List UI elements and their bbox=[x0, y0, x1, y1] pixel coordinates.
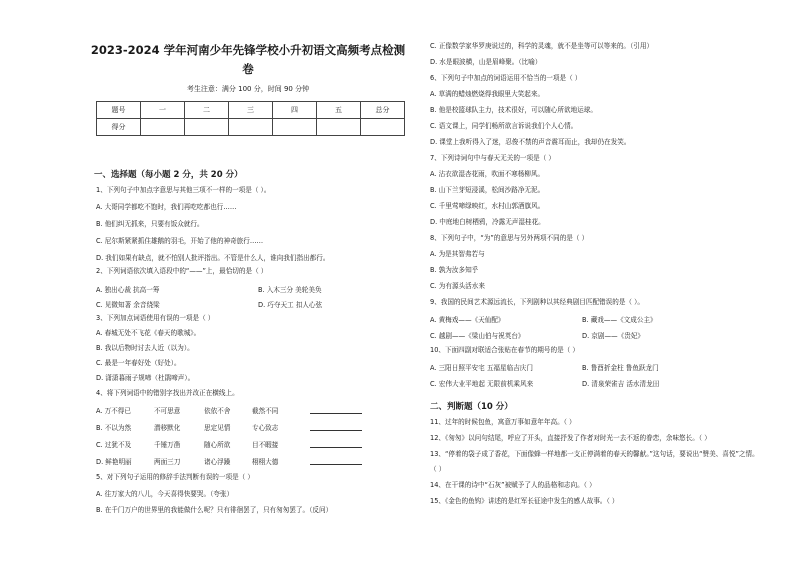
question-line: B. 他是校篮球队主力，技术很好，可以随心所欲地运球。 bbox=[430, 106, 597, 114]
answer-blank[interactable] bbox=[310, 405, 362, 414]
option-q2-a: A. 独出心裁 抗高一筹 bbox=[96, 286, 160, 294]
q4-word: C. 过犹不及 bbox=[96, 441, 132, 449]
question-line: 7、下列诗词句中与春天无关的一项是（ ） bbox=[430, 154, 555, 162]
score-table-header-row bbox=[97, 102, 405, 119]
score-cell: 三 bbox=[229, 102, 273, 119]
question-line: C. 最是一年春好处（好处）。 bbox=[96, 359, 181, 367]
q4-word: 潜移默化 bbox=[154, 424, 181, 432]
q4-word: 两面三刀 bbox=[154, 458, 181, 466]
score-table bbox=[96, 101, 405, 136]
q4-word: 专心致志 bbox=[252, 424, 279, 432]
answer-blank[interactable] bbox=[310, 456, 362, 465]
option-q10-a: A. 三阳日照平安宅 五福星临吉庆门 bbox=[430, 364, 533, 372]
score-table-score-row bbox=[97, 119, 405, 136]
question-line: 15、《金色的鱼钩》讲述的是红军长征途中发生的感人故事。（ ） bbox=[430, 497, 619, 505]
question-line: 13、“停着的袋子成了香花，下面像蜂一样地都一支正停满着的春天的馨献。”这句话，要说出“赞美、喜悦”之情。 bbox=[430, 450, 759, 458]
answer-blank[interactable] bbox=[310, 422, 362, 431]
option-q9-d: D. 京剧——《贵妃》 bbox=[582, 332, 645, 340]
score-input-cell bbox=[317, 119, 361, 136]
question-line: B. 他们纠无抓来，只要有饭众就行。 bbox=[96, 220, 204, 228]
score-input-cell bbox=[185, 119, 229, 136]
score-input-cell bbox=[273, 119, 317, 136]
question-line: C. 语文课上，同学们畅所欲言诉说我们个人心情。 bbox=[430, 122, 578, 130]
option-q2-c: C. 见微知著 余音绕梁 bbox=[96, 301, 160, 309]
question-line: D. 我们如果有缺点，就不怕别人批评指出。不管是什么人，谁向我们指出都行。 bbox=[96, 254, 330, 262]
question-line: 8、下列句子中，“为”的意思与另外两项不同的是（ ） bbox=[430, 234, 589, 242]
question-line: A. 往万家大的八儿，今天喜得快要哭。（夸张） bbox=[96, 490, 234, 498]
q4-word: D. 鲜艳明丽 bbox=[96, 458, 132, 466]
question-line: D. 水是眼波横，山是眉峰聚。（比喻） bbox=[430, 58, 542, 66]
question-line: 14、在干课的诗中“石灰”被赋予了人的品格和志向。（ ） bbox=[430, 481, 596, 489]
score-cell: 总分 bbox=[361, 102, 405, 119]
exam-title-line1: 2023-2024 学年河南少年先锋学校小升初语文高频考点检测 bbox=[90, 43, 406, 57]
q4-word: 诸心浮躁 bbox=[204, 458, 231, 466]
q4-word: 不可思意 bbox=[154, 407, 181, 415]
score-cell: 得分 bbox=[97, 119, 141, 136]
option-q10-d: D. 清泉荣雀吉 活水清龙田 bbox=[582, 380, 660, 388]
score-cell: 题号 bbox=[97, 102, 141, 119]
option-q9-c: C. 越剧——《梁山伯与祝英台》 bbox=[430, 332, 525, 340]
score-cell: 五 bbox=[317, 102, 361, 119]
section-choice-heading: 一、选择题（每小题 2 分，共 20 分） bbox=[94, 170, 243, 180]
question-line: D. 中庭地白树栖鸦，冷露无声湿桂花。 bbox=[430, 218, 545, 226]
score-cell: 四 bbox=[273, 102, 317, 119]
option-q2-b: B. 入木三分 美轮美奂 bbox=[258, 286, 322, 294]
question-line: 3、下列加点词语使用有误的一项是（ ） bbox=[96, 314, 215, 322]
question-line: A. 草满的蜡烛燃烧得我眼里大笑起来。 bbox=[430, 90, 545, 98]
question-line: A. 为是其智弗若与 bbox=[430, 250, 485, 258]
q4-word: 目不暇接 bbox=[252, 441, 279, 449]
question-line: 10、下面四副对联适合张贴在春节的期号的是（ ） bbox=[430, 346, 579, 354]
exam-note: 考生注意：满分 100 分，时间 90 分钟 bbox=[186, 85, 310, 93]
question-line: 1、下列句子中加点字意思与其他三项不一样的一项是（ ）。 bbox=[96, 186, 271, 194]
question-line: 4、将下列词语中的错别字找出并改正在横线上。 bbox=[96, 389, 239, 397]
option-q10-b: B. 鲁酉折金柱 鲁鱼跃龙门 bbox=[582, 364, 659, 372]
q4-word: 随心所欲 bbox=[204, 441, 231, 449]
answer-blank[interactable] bbox=[310, 439, 362, 448]
question-line: 11、过年的时候包鱼，寓意万事如意年年高。（ ） bbox=[430, 418, 576, 426]
question-line: D. 课堂上我听得入了迷，忍俊不禁的声音震耳而止，我却仍在发笑。 bbox=[430, 138, 631, 146]
q4-word: 千锤万凿 bbox=[154, 441, 181, 449]
question-line: C. 为有源头活水来 bbox=[430, 282, 485, 290]
question-line: B. 在千门万户的世界里的我能做什么呢？只有徘徊罢了，只有匆匆罢了。（反问） bbox=[96, 506, 333, 514]
exam-title-line2: 卷 bbox=[242, 62, 254, 76]
section-judge-heading: 二、判断题（10 分） bbox=[430, 402, 513, 412]
score-cell: 一 bbox=[141, 102, 185, 119]
score-input-cell bbox=[229, 119, 273, 136]
question-line: B. 孰为汝多知乎 bbox=[430, 266, 479, 274]
question-line: （ ） bbox=[430, 465, 446, 473]
question-line: D. 潇潇暮雨子规啼（杜鹃啼声）。 bbox=[96, 374, 195, 382]
score-cell: 二 bbox=[185, 102, 229, 119]
question-line: A. 沾衣欲湿杏花雨，吹面不寒杨柳风。 bbox=[430, 170, 545, 178]
question-line: C. 正像数学家华罗庚说过的，科学的灵魂，就不是坐等可以等来的。（引用） bbox=[430, 42, 654, 50]
q4-word: 截然不同 bbox=[252, 407, 279, 415]
q4-word: 依依不舍 bbox=[204, 407, 231, 415]
question-line: C. 千里莺啼绿映红，水村山郭酒旗风。 bbox=[430, 202, 545, 210]
q4-word: 思定见情 bbox=[204, 424, 231, 432]
question-line: A. 春城无处不飞花《春天的歌城》。 bbox=[96, 329, 201, 337]
q4-word: 栩栩大德 bbox=[252, 458, 279, 466]
question-line: 5、对下列句子运用的修辞手法判断有误的一项是（ ） bbox=[96, 473, 254, 481]
question-line: 9、我国的民间艺术源远流长，下列剧种以其经典剧目匹配错误的是（ ）。 bbox=[430, 298, 644, 306]
question-line: 2、下列词语依次填入语段中的“——”上，最恰切的是（ ） bbox=[96, 267, 268, 275]
q4-word: B. 不以为然 bbox=[96, 424, 132, 432]
q4-word: A. 万不得已 bbox=[96, 407, 131, 415]
option-q2-d: D. 巧夺天工 扣人心弦 bbox=[258, 301, 323, 309]
question-line: 12、《匆匆》以问句结尾，呼应了开头，直接抒发了作者对时光一去不返的眷恋，余味悠长。（ ） bbox=[430, 434, 711, 442]
score-input-cell bbox=[361, 119, 405, 136]
question-line: B. 我以后物时讨去人近（以为）。 bbox=[96, 344, 194, 352]
option-q10-c: C. 宏伟大业平地起 无限前机乘风来 bbox=[430, 380, 534, 388]
question-line: 6、下列句子中加点的词语运用不恰当的一项是（ ） bbox=[430, 74, 582, 82]
question-line: A. 大哥同学都吃不饱时，我们再吃吃都也行…… bbox=[96, 203, 237, 211]
question-line: C. 尼尔斯紧紧抓住雄鹅的羽毛，开始了他的神奇旅行…… bbox=[96, 237, 264, 245]
option-q9-b: B. 藏戏——《文成公主》 bbox=[582, 316, 657, 324]
score-input-cell bbox=[141, 119, 185, 136]
option-q9-a: A. 黄梅戏——《天仙配》 bbox=[430, 316, 505, 324]
question-line: B. 山下兰芽短浸溪，松间沙路净无泥。 bbox=[430, 186, 545, 194]
